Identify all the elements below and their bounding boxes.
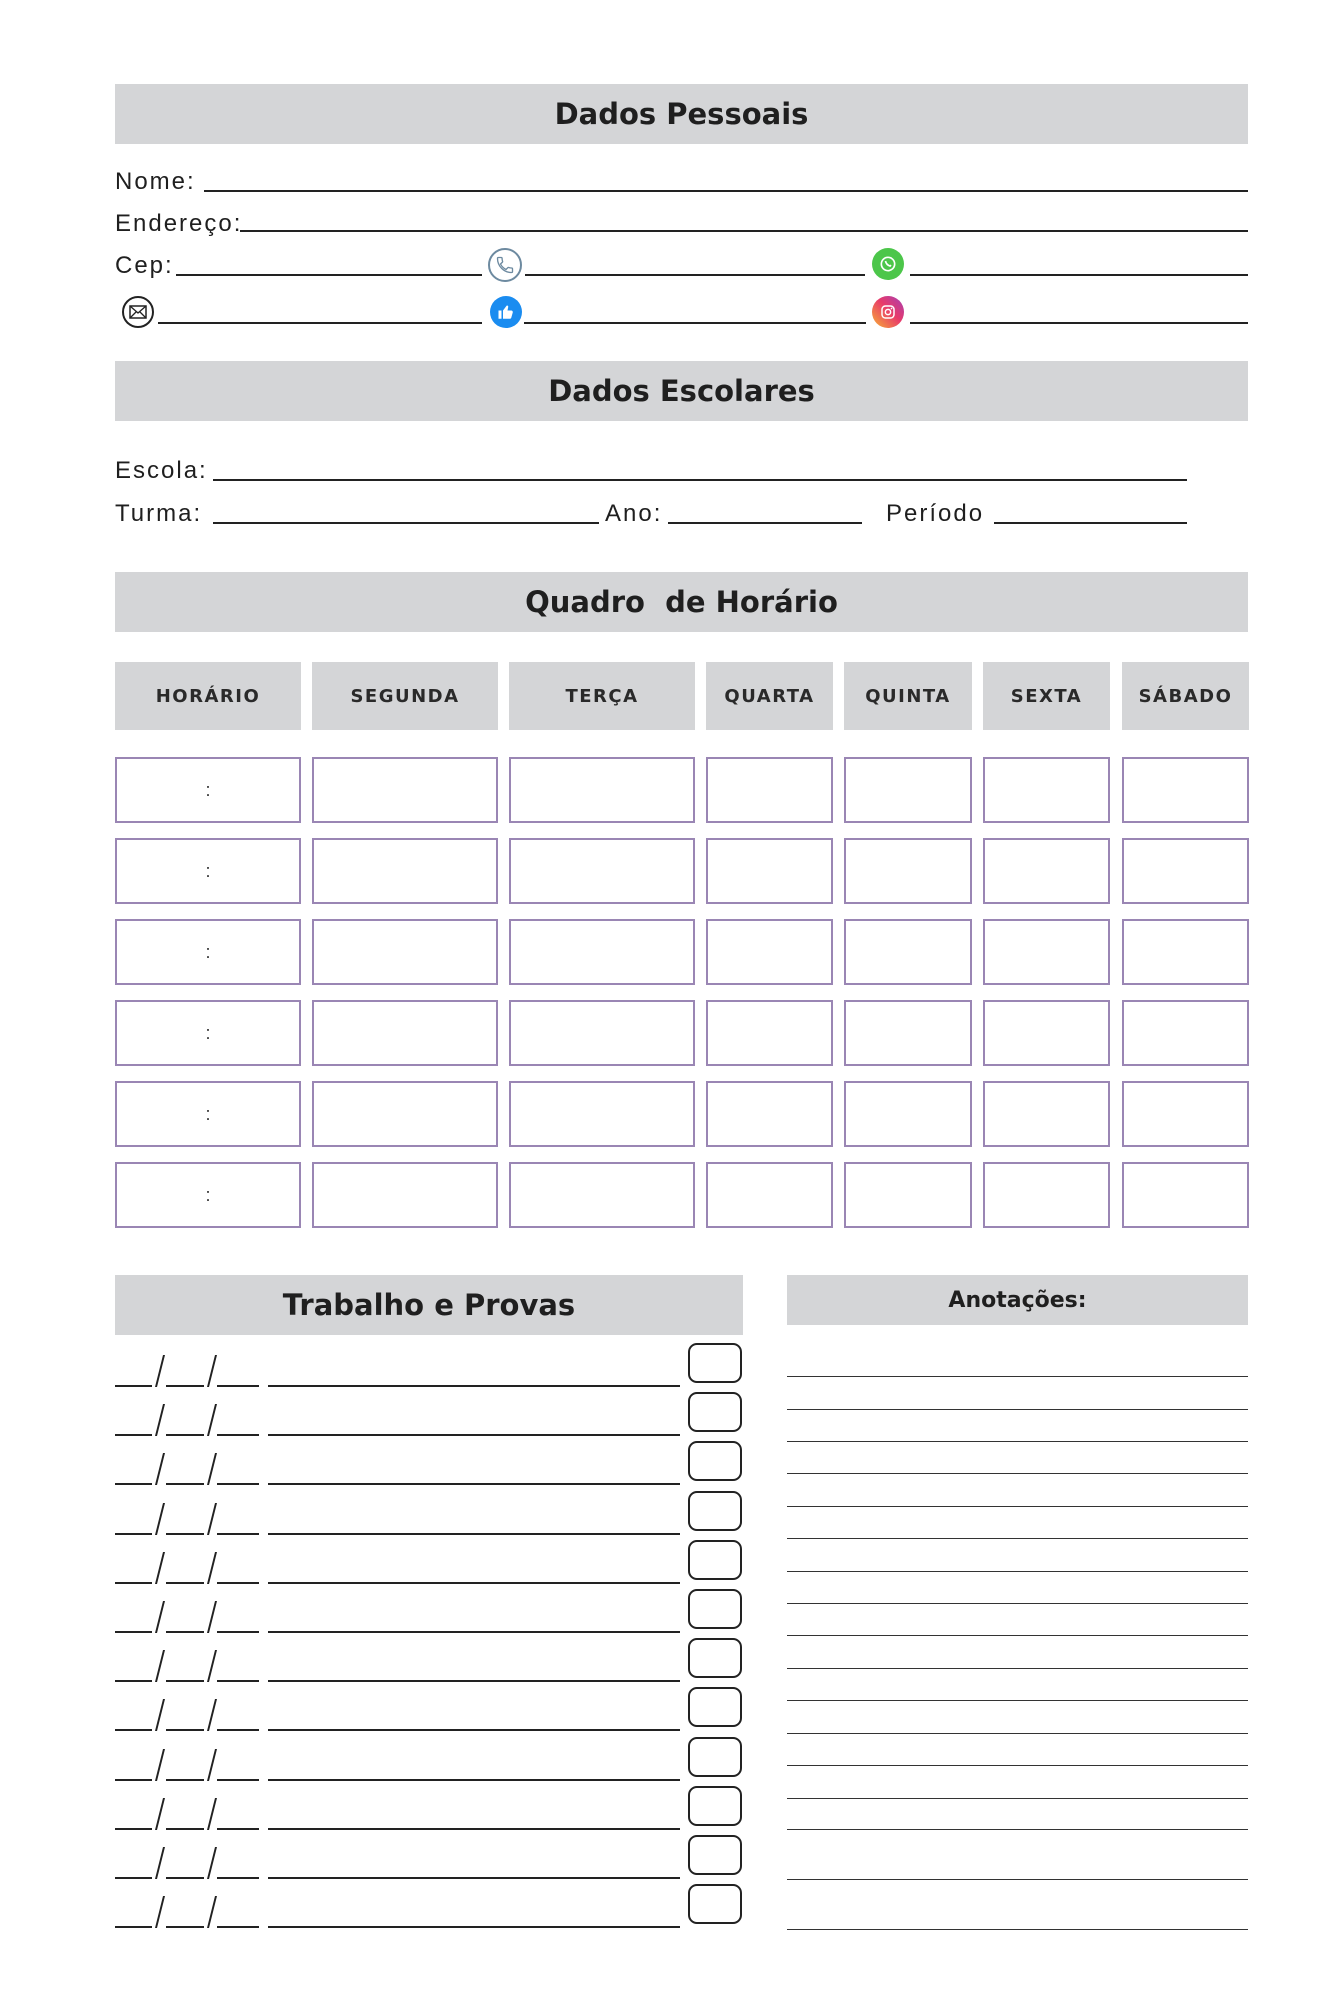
schedule-cell[interactable] <box>983 1162 1110 1228</box>
section-header-quadro-horario <box>115 572 1248 632</box>
schedule-cell[interactable] <box>844 838 972 904</box>
escola-field[interactable] <box>213 479 1187 481</box>
section-title: Dados Pessoais <box>554 97 809 131</box>
schedule-cell[interactable] <box>844 1162 972 1228</box>
trabalho-checkbox[interactable] <box>688 1737 742 1777</box>
note-line[interactable] <box>787 1506 1248 1507</box>
escola-label: Escola: <box>115 457 208 484</box>
note-line[interactable] <box>787 1829 1248 1830</box>
note-line[interactable] <box>787 1929 1248 1930</box>
date-separator <box>207 1896 217 1928</box>
schedule-cell[interactable] <box>706 757 833 823</box>
date-day-field[interactable] <box>115 1729 152 1731</box>
trabalho-description-field[interactable] <box>268 1680 680 1682</box>
date-month-field[interactable] <box>166 1680 204 1682</box>
column-header-segunda: SEGUNDA <box>312 662 498 730</box>
time-cell[interactable] <box>115 1000 301 1066</box>
date-day-field[interactable] <box>115 1385 152 1387</box>
trabalho-description-field[interactable] <box>268 1582 680 1584</box>
schedule-cell[interactable] <box>983 1000 1110 1066</box>
facebook-field[interactable] <box>524 322 866 324</box>
date-separator <box>207 1847 217 1879</box>
date-day-field[interactable] <box>115 1434 152 1436</box>
schedule-cell[interactable] <box>706 1000 833 1066</box>
section-header-dados-pessoais <box>115 84 1248 144</box>
date-year-field[interactable] <box>217 1828 259 1830</box>
phone-icon <box>488 248 522 282</box>
date-separator <box>155 1552 165 1584</box>
trabalho-checkbox[interactable] <box>688 1786 742 1826</box>
schedule-cell[interactable] <box>844 1081 972 1147</box>
whatsapp-icon <box>872 248 904 280</box>
trabalho-description-field[interactable] <box>268 1877 680 1879</box>
time-cell[interactable] <box>115 757 301 823</box>
trabalho-checkbox[interactable] <box>688 1343 742 1383</box>
schedule-cell[interactable] <box>1122 1162 1249 1228</box>
time-separator: : <box>205 1103 211 1124</box>
date-separator <box>155 1847 165 1879</box>
date-day-field[interactable] <box>115 1779 152 1781</box>
date-year-field[interactable] <box>217 1729 259 1731</box>
trabalho-checkbox[interactable] <box>688 1589 742 1629</box>
date-separator <box>155 1355 165 1387</box>
date-separator <box>155 1896 165 1928</box>
schedule-cell[interactable] <box>706 1162 833 1228</box>
schedule-cell[interactable] <box>509 757 695 823</box>
section-title: Anotações: <box>948 1287 1087 1313</box>
schedule-cell[interactable] <box>509 1162 695 1228</box>
date-separator <box>207 1798 217 1830</box>
schedule-cell[interactable] <box>706 919 833 985</box>
date-month-field[interactable] <box>166 1483 204 1485</box>
note-line[interactable] <box>787 1700 1248 1701</box>
section-header-trabalho-provas <box>115 1275 743 1335</box>
date-separator <box>155 1749 165 1781</box>
schedule-cell[interactable] <box>509 838 695 904</box>
date-day-field[interactable] <box>115 1483 152 1485</box>
date-year-field[interactable] <box>217 1877 259 1879</box>
date-year-field[interactable] <box>217 1533 259 1535</box>
date-day-field[interactable] <box>115 1631 152 1633</box>
note-line[interactable] <box>787 1441 1248 1442</box>
schedule-cell[interactable] <box>844 1000 972 1066</box>
trabalho-description-field[interactable] <box>268 1483 680 1485</box>
schedule-cell[interactable] <box>983 919 1110 985</box>
schedule-cell[interactable] <box>312 838 498 904</box>
instagram-field[interactable] <box>910 322 1248 324</box>
date-day-field[interactable] <box>115 1828 152 1830</box>
time-separator: : <box>205 1022 211 1043</box>
time-cell[interactable] <box>115 919 301 985</box>
endereco-label: Endereço: <box>115 210 243 237</box>
note-line[interactable] <box>787 1798 1248 1799</box>
column-header-quinta: QUINTA <box>844 662 972 730</box>
time-separator: : <box>205 779 211 800</box>
date-month-field[interactable] <box>166 1877 204 1879</box>
thumbs-up-icon <box>490 296 522 328</box>
date-separator <box>155 1503 165 1535</box>
schedule-cell[interactable] <box>844 757 972 823</box>
trabalho-checkbox[interactable] <box>688 1835 742 1875</box>
date-day-field[interactable] <box>115 1533 152 1535</box>
date-month-field[interactable] <box>166 1582 204 1584</box>
time-cell[interactable] <box>115 838 301 904</box>
date-separator <box>207 1503 217 1535</box>
endereco-field[interactable] <box>240 230 1248 232</box>
trabalho-description-field[interactable] <box>268 1385 680 1387</box>
schedule-cell[interactable] <box>706 838 833 904</box>
date-separator <box>155 1650 165 1682</box>
note-line[interactable] <box>787 1733 1248 1734</box>
date-separator <box>207 1699 217 1731</box>
trabalho-checkbox[interactable] <box>688 1540 742 1580</box>
schedule-cell[interactable] <box>983 838 1110 904</box>
date-month-field[interactable] <box>166 1385 204 1387</box>
trabalho-description-field[interactable] <box>268 1729 680 1731</box>
schedule-cell[interactable] <box>312 1162 498 1228</box>
date-year-field[interactable] <box>217 1385 259 1387</box>
trabalho-description-field[interactable] <box>268 1828 680 1830</box>
date-separator <box>155 1798 165 1830</box>
time-separator: : <box>205 1184 211 1205</box>
date-month-field[interactable] <box>166 1631 204 1633</box>
nome-field[interactable] <box>204 190 1248 192</box>
date-day-field[interactable] <box>115 1877 152 1879</box>
schedule-cell[interactable] <box>312 919 498 985</box>
date-month-field[interactable] <box>166 1533 204 1535</box>
trabalho-checkbox[interactable] <box>688 1884 742 1924</box>
schedule-cell[interactable] <box>844 919 972 985</box>
section-title: Trabalho e Provas <box>282 1288 576 1322</box>
note-line[interactable] <box>787 1668 1248 1669</box>
ano-field[interactable] <box>668 522 862 524</box>
date-day-field[interactable] <box>115 1926 152 1928</box>
turma-field[interactable] <box>213 522 599 524</box>
nome-label: Nome: <box>115 168 196 195</box>
trabalho-checkbox[interactable] <box>688 1392 742 1432</box>
time-cell[interactable] <box>115 1081 301 1147</box>
schedule-cell[interactable] <box>1122 838 1249 904</box>
section-header-dados-escolares <box>115 361 1248 421</box>
cep-label: Cep: <box>115 252 174 279</box>
column-header-sexta: SEXTA <box>983 662 1110 730</box>
schedule-cell[interactable] <box>312 1000 498 1066</box>
date-day-field[interactable] <box>115 1582 152 1584</box>
phone-field[interactable] <box>525 274 865 276</box>
cep-field[interactable] <box>176 274 482 276</box>
trabalho-checkbox[interactable] <box>688 1491 742 1531</box>
trabalho-checkbox[interactable] <box>688 1441 742 1481</box>
section-header-anotacoes <box>787 1275 1248 1325</box>
column-header-horario: HORÁRIO <box>115 662 301 730</box>
time-separator: : <box>205 860 211 881</box>
schedule-cell[interactable] <box>983 757 1110 823</box>
schedule-cell[interactable] <box>509 919 695 985</box>
date-separator <box>155 1601 165 1633</box>
schedule-cell[interactable] <box>312 1081 498 1147</box>
date-month-field[interactable] <box>166 1729 204 1731</box>
ano-label: Ano: <box>605 500 663 527</box>
schedule-cell[interactable] <box>1122 919 1249 985</box>
column-header-quarta: QUARTA <box>706 662 833 730</box>
note-line[interactable] <box>787 1635 1248 1636</box>
date-separator <box>207 1749 217 1781</box>
date-day-field[interactable] <box>115 1680 152 1682</box>
trabalho-checkbox[interactable] <box>688 1687 742 1727</box>
date-month-field[interactable] <box>166 1828 204 1830</box>
date-separator <box>207 1355 217 1387</box>
turma-label: Turma: <box>115 500 203 527</box>
schedule-cell[interactable] <box>983 1081 1110 1147</box>
column-header-terca: TERÇA <box>509 662 695 730</box>
date-separator <box>207 1650 217 1682</box>
date-separator <box>207 1552 217 1584</box>
date-year-field[interactable] <box>217 1680 259 1682</box>
note-line[interactable] <box>787 1765 1248 1766</box>
note-line[interactable] <box>787 1571 1248 1572</box>
schedule-cell[interactable] <box>706 1081 833 1147</box>
date-month-field[interactable] <box>166 1434 204 1436</box>
trabalho-checkbox[interactable] <box>688 1638 742 1678</box>
note-line[interactable] <box>787 1879 1248 1880</box>
date-month-field[interactable] <box>166 1779 204 1781</box>
date-year-field[interactable] <box>217 1631 259 1633</box>
section-title: Quadro de Horário <box>525 585 838 619</box>
date-year-field[interactable] <box>217 1779 259 1781</box>
note-line[interactable] <box>787 1409 1248 1410</box>
whatsapp-field[interactable] <box>910 274 1248 276</box>
periodo-field[interactable] <box>994 522 1187 524</box>
trabalho-description-field[interactable] <box>268 1926 680 1928</box>
periodo-label: Período <box>886 500 985 527</box>
instagram-icon <box>872 296 904 328</box>
trabalho-description-field[interactable] <box>268 1533 680 1535</box>
note-line[interactable] <box>787 1538 1248 1539</box>
schedule-cell[interactable] <box>1122 1000 1249 1066</box>
schedule-cell[interactable] <box>1122 757 1249 823</box>
date-month-field[interactable] <box>166 1926 204 1928</box>
trabalho-description-field[interactable] <box>268 1779 680 1781</box>
schedule-cell[interactable] <box>1122 1081 1249 1147</box>
date-separator <box>207 1601 217 1633</box>
schedule-cell[interactable] <box>312 757 498 823</box>
time-separator: : <box>205 941 211 962</box>
date-separator <box>155 1404 165 1436</box>
note-line[interactable] <box>787 1473 1248 1474</box>
date-separator <box>155 1453 165 1485</box>
note-line[interactable] <box>787 1376 1248 1377</box>
column-header-sabado: SÁBADO <box>1122 662 1249 730</box>
time-cell[interactable] <box>115 1162 301 1228</box>
date-separator <box>155 1699 165 1731</box>
date-separator <box>207 1404 217 1436</box>
date-separator <box>207 1453 217 1485</box>
date-year-field[interactable] <box>217 1582 259 1584</box>
schedule-cell[interactable] <box>509 1081 695 1147</box>
trabalho-description-field[interactable] <box>268 1434 680 1436</box>
date-year-field[interactable] <box>217 1483 259 1485</box>
trabalho-description-field[interactable] <box>268 1631 680 1633</box>
date-year-field[interactable] <box>217 1434 259 1436</box>
schedule-cell[interactable] <box>509 1000 695 1066</box>
email-field[interactable] <box>158 322 482 324</box>
section-title: Dados Escolares <box>548 374 815 408</box>
date-year-field[interactable] <box>217 1926 259 1928</box>
note-line[interactable] <box>787 1603 1248 1604</box>
email-icon <box>122 296 154 328</box>
